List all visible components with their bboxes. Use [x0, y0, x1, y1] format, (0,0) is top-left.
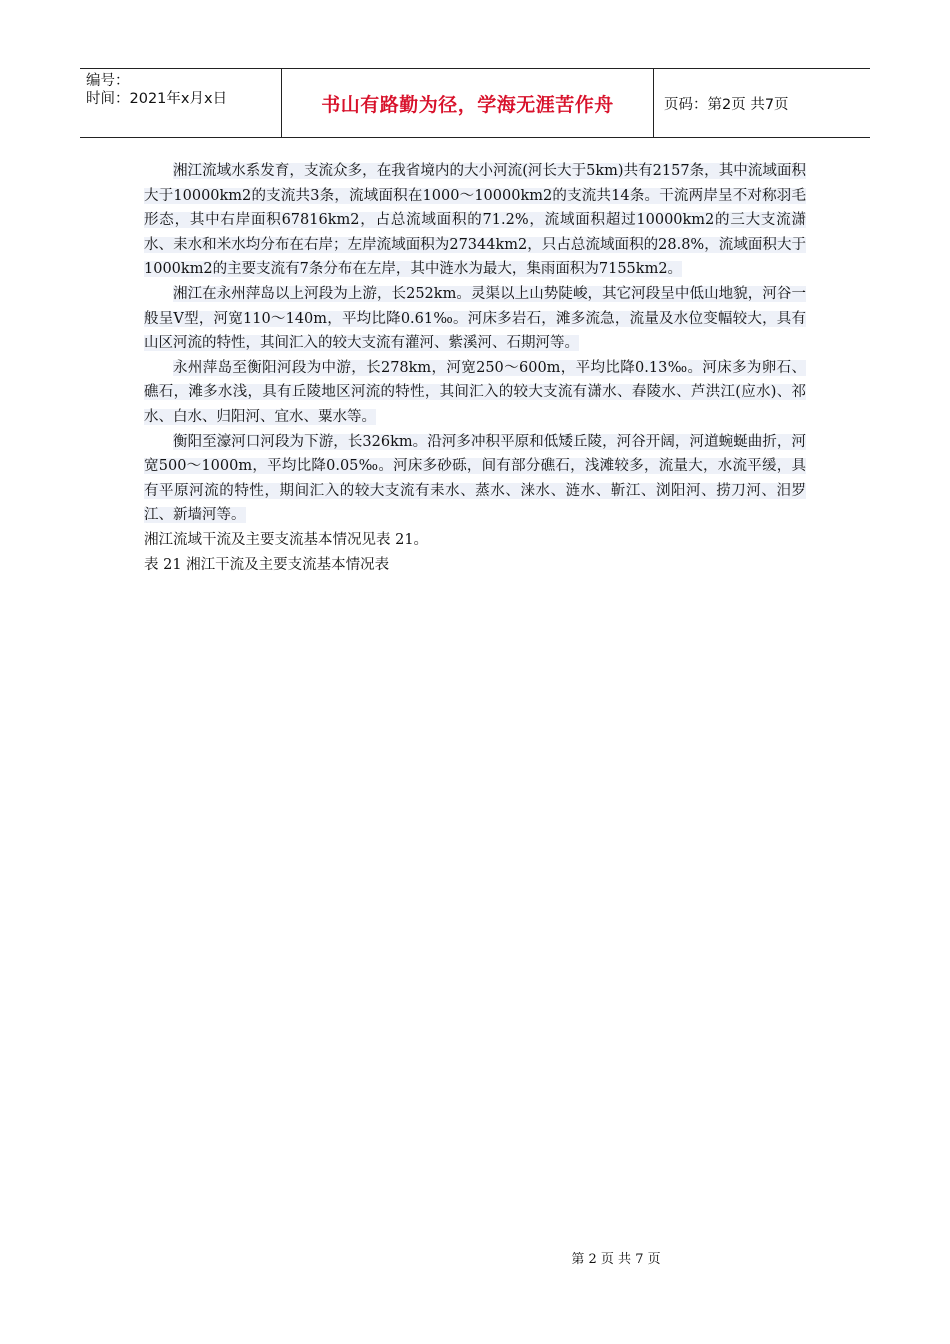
paragraph-text: 湘江流域水系发育，支流众多，在我省境内的大小河流(河长大于5km)共有2157条，其中流域面积大于10000km2的支流共3条，流域面积在1000～10000km2的支流共14条。干流两岸呈不对称羽毛形态，其中右岸面积67816km2，占总流域面积的71.2%，流域面积超过10000km2的三大支流潇水、耒水和米水均分布在右岸；左岸流域面积为27344km2，只占总流域面积的28.8%，流域面积大于1000km2的主要支流有7条分布在左岸，其中涟水为最大，集雨面积为7155km2。 [144, 163, 806, 278]
paragraph-4 [144, 430, 806, 528]
paragraph-2 [144, 282, 806, 356]
document-body [144, 159, 806, 577]
page-footer [0, 1248, 950, 1267]
header-motto: 书山有路勤为径，学海无涯苦作舟 [282, 69, 654, 137]
paragraph-text: 衡阳至濠河口河段为下游，长326km。沿河多冲积平原和低矮丘陵，河谷开阔，河道蜿蜒曲折，河宽500～1000m，平均比降0.05‰。河床多砂砾，间有部分礁石，浅滩较多，流量大，水流平缓，具有平原河流的特性，期间汇入的较大支流有耒水、蒸水、涞水、涟水、靳江、浏阳河、捞刀河、汨罗江、新墙河等。 [144, 433, 806, 524]
paragraph-3 [144, 356, 806, 430]
table-caption: 表 21 湘江干流及主要支流基本情况表 [144, 556, 390, 573]
reference-text: 湘江流域干流及主要支流基本情况见表 21。 [144, 531, 429, 548]
paragraph-text: 湘江在永州萍岛以上河段为上游，长252km。灵渠以上山势陡峻，其它河段呈中低山地貌，河谷一般呈V型，河宽110～140m，平均比降0.61‰。河床多岩石，滩多流急，流量及水位变幅较大，具有山区河流的特性，其间汇入的较大支流有灌河、紫溪河、石期河等。 [144, 285, 806, 352]
header-meta [80, 69, 282, 137]
date-label: 时间：2021年x月x日 [86, 91, 228, 107]
paragraph-text: 永州萍岛至衡阳河段为中游，长278km，河宽250～600m，平均比降0.13‰。河床多为卵石、礁石，滩多水浅，具有丘陵地区河流的特性，其间汇入的较大支流有潇水、春陵水、芦洪江(应水)、祁水、白水、归阳河、宜水、粟水等。 [144, 359, 806, 425]
serial-label: 编号： [86, 73, 130, 89]
paragraph-1 [144, 159, 806, 282]
reference-line [144, 528, 806, 553]
footer-page-number: 第 2 页 共 7 页 [571, 1252, 661, 1267]
page-header [80, 68, 870, 138]
header-page-info: 页码：第2页 共7页 [664, 96, 789, 113]
